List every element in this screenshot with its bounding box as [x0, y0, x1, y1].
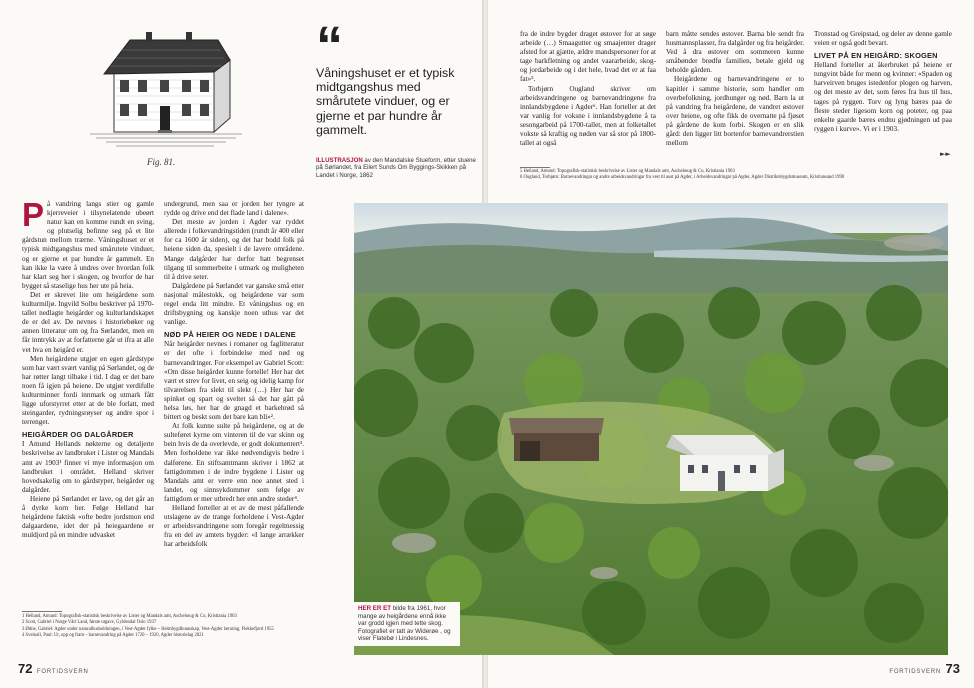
- paragraph: I Amund Hellands nøkterne og detaljerte beskrivelse av landbruket i Lister og Mandals amt av 1903¹ finner vi mye informasjon om landbruket i området. Helland skriver hovedsakelig om to gårdstyper, heigårder og dalgårder.: [22, 440, 154, 494]
- paragraph: Men heigårdene utgjør en egen gårdstype som har vært svært vanlig på Sørlandet, og de har røtter langt tilbake i tid. I dag er det bare noen få igjen på heiene. De utgjør verdifulle kulturminner fordi innmark og utmark fått ligge uforstyrret etter at de ble forlatt, med steingarder, rydningsrøyser og andre spor i terrenget.: [22, 354, 154, 427]
- section-heading: LIVET PÅ EN HEIGÅRD: SKOGEN: [814, 51, 938, 61]
- paragraph: Det er skrevet lite om heigårdene som kulturmiljø. Ingvild Solbu beskriver på 1970-tallet nedlagte heigårder og kulturlandskapet de er del av. De nevnes i historiebøker og annen litteratur om og fra Sørlandet, men en får inntrykk av at forfatterne går ut ifra at alle vet hva en heigård er.: [22, 290, 154, 354]
- pull-quote: Våningshuset er et typisk midtgangshus med smårutete vinduer, og er gjerne et par hundre år gammelt.: [316, 66, 455, 137]
- caption-lead: ILLUSTRASJON: [316, 157, 363, 164]
- paragraph: Torbjørn Ougland skriver om arbeidsvandringene og barnevandringene fra innlandsbygdene i Agder⁶. Han forteller at det var vanlig for voksne i innlandsbygdene å ta sesongarbeid på 1700-tallet, men at folketallet vokste så kraftig og nøden var så stor på 1800-tallet at også: [520, 84, 656, 148]
- paragraph: Det meste av jorden i Agder var ryddet allerede i folkevandringstiden (rundt år 400 eller for ca 1600 år siden), og det har bodd folk på heiene siden da, spesielt i de lavere områdene. Mange dalgårder har derfor hatt begrenset tilgang til sommerbeite i utmark og muligheten til å drive seter.: [164, 218, 304, 281]
- footnote: 4 Sveinall, Paul: Ut, opp og fram – barnevandring på Agder 1720 – 1920, Agder historielag 2021: [22, 633, 204, 639]
- quote-mark-icon: “: [316, 16, 343, 76]
- caption-text: bilde fra 1961, hvor mange av heigårdene ennå ikke var grodd igjen med tette skog. Fotografiet er tatt av Widerøe , og viser Flatebø i Lindesnes.: [358, 605, 451, 643]
- page-number: 73: [945, 661, 960, 676]
- footnote-rule: [22, 611, 62, 612]
- paragraph: fra de indre bygder draget østover for at søge arbeide (…) Smaagutter og smaajenter drager afsted for at gjætte, ældre mandspersoner for at tage barkfletning og andet vaararbeide, skog- og jordarbeide og i det hele, hvad det er at faa fat»⁵.: [520, 30, 656, 84]
- continue-arrow-icon: ►►: [940, 150, 951, 158]
- footnote: 1 Helland, Amund: Topografisk-statistisk beskrivelse av Lister og Mandals amt, Aschehoug & Co, Kristiania 1903: [22, 614, 237, 619]
- paragraph: Heigårdene og barnevandringene er to kapitler i samme historie, som handler om overbefolkning, jordhunger og nød. Barn la ut på vandring fra heigårdene, de vandret østover over heiene, og ofte fikk de overnatte på fjøset på gårdene de kom forbi. Skogen er en slik gård: den ligger litt bortenfor barnevandrerstien mellom: [666, 75, 804, 148]
- caption-lead: HER ER ET: [358, 605, 392, 612]
- section-heading: NØD PÅ HEIER OG NEDE I DALENE: [164, 330, 296, 340]
- page-number: 72: [18, 661, 33, 676]
- footnote: 3 Ødne, Gabriel: Agder under naturalhusholdningen, i Vest-Agder fylke – Heimbygdkunnskap, Vest-Agder lærarlag, Flekkefjord 1955: [22, 626, 274, 632]
- magazine-name: FORTIDSVERN: [36, 669, 89, 675]
- paragraph: Dalgårdene på Sørlandet var ganske små etter nasjonal målestokk, og heigårdene var som regel enda litt mindre. Et våningshus og en driftsbygning og kanskje noen uthus var det vanlige.: [164, 281, 304, 327]
- illustration-caption: [316, 157, 482, 179]
- left-column-2: [164, 200, 304, 604]
- section-heading: HEIGÅRDER OG DALGÅRDER: [22, 430, 134, 440]
- left-column-1: [22, 200, 154, 604]
- footnote: 5 Helland, Amund: Topografisk-statistisk beskrivelse av Lister og Mandals amt, Aschehoug & Co, Kristiania 1903: [520, 169, 735, 174]
- footnote: 6 Ougland, Torbjørn: Barnevandringar og andre arbeidsvandringar fra vest til aust på Agder, i Arbeidsvandringar på Agder, Agder Distriktsbygdsmuseum, Kristiansand 1990: [520, 175, 845, 181]
- barn: [509, 418, 604, 461]
- paragraph: barn måtte sendes østover. Barna ble sendt fra husmannsplasser, fra dalgårder og fra heigårder. Ved å dra østover om sommeren kunne småbønder brødfø familien, betale gjeld og beholde gården.: [666, 30, 804, 75]
- landscape-photo: [354, 203, 948, 655]
- magazine-name: FORTIDSVERN: [889, 669, 942, 675]
- footnotes: [520, 169, 960, 182]
- house-engraving: [86, 30, 246, 158]
- caption-text: av den Mandalske Stueform, etter stuene på Sørlandet, fra Eilert Sunds Om Byggings-Skikken på Landet i Norge, 1862: [316, 157, 476, 179]
- right-column-3: [814, 30, 952, 158]
- photo-caption: [354, 602, 460, 646]
- paragraph: Helland forteller at åkerbruket på heiene er tungvint både for menn og kvinner: «Spaden og harveirven bruges istedenfor plogen og harven, og det meste av det, som føres fra hus til hus, tages på ryggen. Torv og lyng bæres paa de fleste steder ligesom korn og poteter, og paa enkelte gaarde bæres endnu gjødningen ud paa ryggen i kurve». Vi er i 1903.: [814, 61, 952, 133]
- paragraph: Helland forteller at et av de mest påfallende utslagene av de trange forholdene i Vest-Agder er arbeidsvandringene som foregår regelmessig fra en del av amtets bygder: «I lange arrækker har arbeidsfolk: [164, 504, 304, 549]
- right-column-2: [666, 30, 804, 158]
- footnote-rule: [520, 167, 550, 168]
- paragraph: Heiene på Sørlandet er lave, og det går an å dyrke korn her. Følge Helland har heigårdene faktisk «ofte bedre jordsmon end dalgaardene, idet der på heiegaardene er muldjord på en mindre udvasket: [22, 494, 154, 540]
- paragraph: å vandring langs stier og gamle kjerreveier i tilsynelatende ubeørt natur kan en komme rundt en sving, og plutselig befinne seg på et lite gårdstun mellom trærne. Våningshuset er et typisk midtgangshus med smårutete vinduer, og er gjerne et par hundre år gammelt. En kan ikke la være å undres over hvordan folk har klart seg her i skogen, og hvorfor de har bygget så staselige hus her ute på heia.: [22, 200, 154, 290]
- figure-label: Fig. 81.: [147, 157, 176, 167]
- left-folio: [18, 660, 89, 678]
- footnote: 2 Scott, Gabriel i Norge Vårt Land, første utgave, Gyldendal Oslo 1937: [22, 620, 157, 626]
- right-column-1: [520, 30, 656, 158]
- paragraph: Tronstad og Greipstad, og deler av denne gamle veien er også godt bevart.: [814, 30, 952, 48]
- drop-cap: P: [22, 200, 45, 233]
- right-folio: [889, 660, 960, 678]
- paragraph: Når heigårder nevnes i romaner og faglitteratur er det ofte i forbindelse med nød og barnevandringer. For eksempel av Gabriel Scott: «Om disse heigårder kunne fortelle! Her har det vært et strev for livet, en seig og idelig kamp for tilværelsen fra slekt til slekt (…) Her har de spinket og spart og sveltet så det har gått på helsa løs, her har de gnagd et barkebrød så bittert og beskt som det bare kan bli»².: [164, 340, 304, 422]
- paragraph: At folk kunne sulte på heigårdene, og at de sulteføret kyrne om vinteren til de var skinn og bein hvis de da overlevde, er godt dokumentert³. Men forholdene var ikke nødvendigvis bedre i dalførene. En stiftsamtmann skriver i 1862 at fattigdommen i de indre bygdene i Lister og Mandals amt er verre enn noe annet sted i landet, og sinnsykdommer som følge av fattigdom er mer utbredt her enn andre steder⁴.: [164, 422, 304, 503]
- paragraph: undergrund, men saa er jorden her tyngre at rydde og drive end det flade land i dalene».: [164, 200, 304, 218]
- footnotes: [22, 614, 306, 640]
